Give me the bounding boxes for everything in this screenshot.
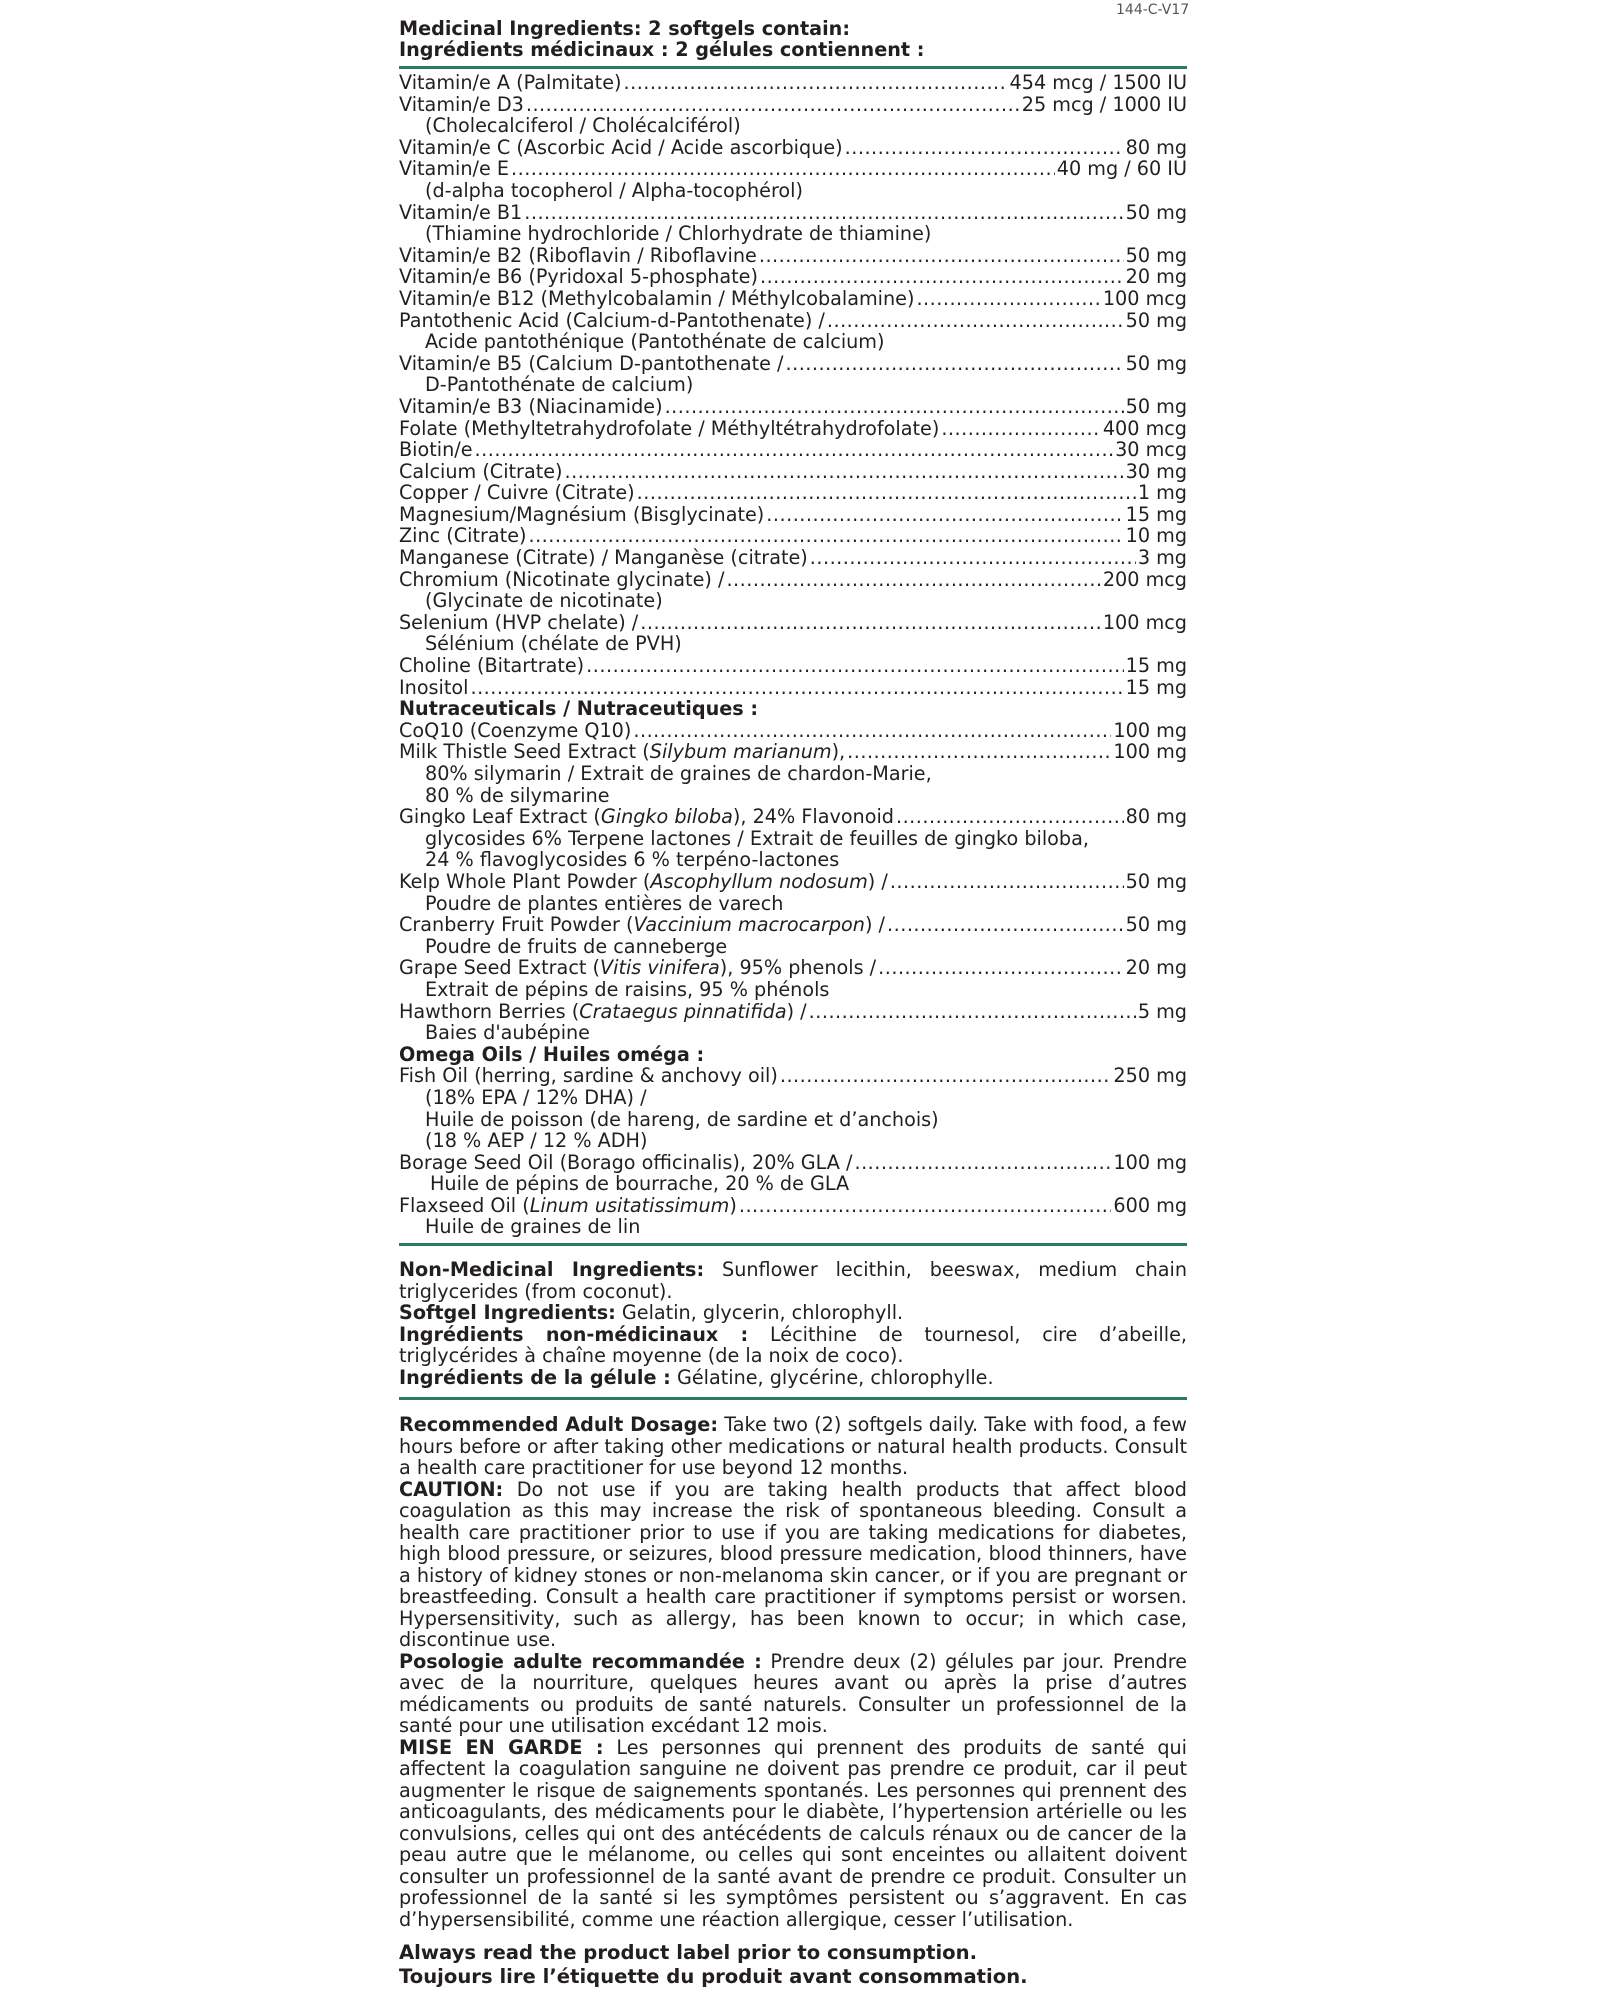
ingredient-detail: 80 % de silymarine <box>425 783 610 807</box>
leader-dots <box>941 418 1101 440</box>
divider <box>399 1243 1187 1246</box>
leader-dots <box>637 482 1136 504</box>
ingredient-name: Choline (Bitartrate) <box>399 654 585 678</box>
ingredient-row <box>399 461 1187 483</box>
ingredient-row: Flaxseed Oil (Linum usitatissimum) ..... 600 mg <box>399 1195 1187 1217</box>
ingredient-row <box>399 720 1187 742</box>
ingredient-amount: 25 mcg / 1000 IU <box>1021 92 1187 116</box>
ingredient-amount: 50 mg <box>1125 243 1187 267</box>
leader-dots <box>766 504 1123 526</box>
leader-dots <box>565 461 1124 483</box>
leader-dots <box>760 266 1124 288</box>
leader-dots <box>759 245 1124 267</box>
ingredient-name: Manganese (Citrate) / Manganèse (citrate) <box>399 546 808 570</box>
non-medicinal-section: Non-Medicinal Ingredients: Sunflower lecithin, beeswax, medium chain triglycerides (from coconut). Softgel Ingredients: Gelatin, glycerin, chlorophyll. Ingrédients non-médicinaux : Lécithine de tournesol, cire d’abeille, triglycérides à chaîne moyenne (de la noix de coco). Ingrédients de la gélule : Gélatine, glycérine, chlorophylle. <box>399 1258 1187 1389</box>
ingredient-amount: 100 mcg <box>1102 286 1187 310</box>
ingredient-amount: 30 mg <box>1125 459 1187 483</box>
leader-dots <box>470 677 1123 699</box>
nutraceuticals-heading: Nutraceuticals / Nutraceutiques : <box>399 697 759 721</box>
ingredient-name: Selenium (HVP chelate) / <box>399 610 639 634</box>
ingredient-amount: 10 mg <box>1125 524 1187 548</box>
ingredient-amount: 15 mg <box>1125 502 1187 526</box>
ingredient-row <box>399 266 1187 288</box>
ingredient-row <box>399 418 1187 440</box>
divider <box>399 66 1187 69</box>
ingredient-name: Vitamin/e E <box>399 157 509 181</box>
ingredient-row <box>399 158 1187 180</box>
leader-dots <box>887 914 1124 936</box>
ingredient-name: Calcium (Citrate) <box>399 459 563 483</box>
leader-dots <box>526 94 1020 116</box>
ingredient-detail: Sélénium (chélate de PVH) <box>425 632 682 656</box>
ingredient-row <box>399 94 1187 116</box>
omega-heading: Omega Oils / Huiles oméga : <box>399 1042 705 1066</box>
ingredient-row <box>399 353 1187 375</box>
ingredient-row <box>399 202 1187 224</box>
ingredient-detail: glycosides 6% Terpene lactones / Extrait de feuilles de gingko biloba, <box>425 826 1089 850</box>
ingredient-amount: 3 mg <box>1137 546 1187 570</box>
ingredient-amount: 20 mg <box>1125 956 1187 980</box>
leader-dots <box>726 569 1100 591</box>
ingredient-detail: Poudre de fruits de canneberge <box>425 934 728 958</box>
ingredient-name: Vitamin/e B6 (Pyridoxal 5-phosphate) <box>399 265 758 289</box>
ingredient-row <box>399 1001 1187 1023</box>
ingredient-row <box>399 957 1187 979</box>
leader-dots <box>524 202 1123 224</box>
leader-dots <box>847 741 1111 763</box>
leader-dots <box>845 137 1124 159</box>
leader-dots <box>810 547 1136 569</box>
ingredient-row <box>399 245 1187 267</box>
leader-dots <box>511 158 1055 180</box>
ingredient-amount: 5 mg <box>1137 999 1187 1023</box>
ingredient-amount: 400 mcg <box>1102 416 1187 440</box>
ingredient-name: Biotin/e <box>399 438 473 462</box>
ingredient-name: Cranberry Fruit Powder (Vaccinium macrocarpon) / <box>399 913 886 937</box>
vitamin-list <box>399 72 1187 698</box>
leader-dots <box>624 72 1008 94</box>
ingredient-name: Vitamin/e B2 (Riboflavin / Riboflavine <box>399 243 757 267</box>
ingredient-amount: 80 mg <box>1125 135 1187 159</box>
ingredient-row <box>399 914 1187 936</box>
ingredient-name: Vitamin/e B3 (Niacinamide) <box>399 394 663 418</box>
ingredient-amount: 50 mg <box>1125 351 1187 375</box>
ingredient-amount: 100 mg <box>1113 718 1187 742</box>
ingredient-amount: 80 mg <box>1125 805 1187 829</box>
ingredient-name: Vitamin/e C (Ascorbic Acid / Acide ascorbique) <box>399 135 843 159</box>
ingredient-amount: 200 mcg <box>1102 567 1187 591</box>
ingredient-row <box>399 612 1187 634</box>
ingredient-row <box>399 677 1187 699</box>
footer-note: Always read the product label prior to consumption. Toujours lire l’étiquette du produit avant consommation. <box>399 1941 1028 1989</box>
leader-dots <box>896 806 1124 828</box>
ingredient-detail: (Cholecalciferol / Cholécalciférol) <box>425 114 741 138</box>
ingredient-detail: Acide pantothénique (Pantothénate de calcium) <box>425 330 885 354</box>
ingredient-amount: 100 mcg <box>1102 610 1187 634</box>
leader-dots <box>827 310 1124 332</box>
ingredient-detail: Baies d'aubépine <box>425 1021 590 1045</box>
ingredient-name: Milk Thistle Seed Extract (Silybum marianum), <box>399 740 846 764</box>
ingredient-name: CoQ10 (Coenzyme Q10) <box>399 718 632 742</box>
ingredient-detail: 24 % flavoglycosides 6 % terpéno-lactones <box>425 848 840 872</box>
ingredient-amount: 15 mg <box>1125 654 1187 678</box>
ingredient-row <box>399 871 1187 893</box>
ingredient-detail: (Thiamine hydrochloride / Chlorhydrate de thiamine) <box>425 222 932 246</box>
ingredient-amount: 50 mg <box>1125 869 1187 893</box>
ingredient-name: Kelp Whole Plant Powder (Ascophyllum nodosum) / <box>399 869 888 893</box>
leader-dots <box>916 288 1100 310</box>
ingredient-name: Gingko Leaf Extract (Gingko biloba), 24% Flavonoid <box>399 805 894 829</box>
ingredient-row <box>399 137 1187 159</box>
ingredient-row <box>399 806 1187 828</box>
ingredient-row <box>399 569 1187 591</box>
ingredient-name: Chromium (Nicotinate glycinate) / <box>399 567 725 591</box>
omega-list: Fish Oil (herring, sardine & anchovy oil) ..... 250 mg (18% EPA / 12% DHA) / Huile de poisson (de hareng, de sardine et d’anchois) (18 % AEP / 12 % ADH) Borage Seed Oil (Borago officinalis), 20% GLA / ..... 100 mg Huile de pépins de bourrache, 20 % de GLA Flaxseed Oil (Linum usitatissimum) ..... 600 mg Huile de graines de lin <box>399 1065 1187 1238</box>
leader-dots <box>665 396 1124 418</box>
ingredient-detail: (d-alpha tocopherol / Alpha-tocophérol) <box>425 178 803 202</box>
ingredient-name: Pantothenic Acid (Calcium-d-Pantothenate) / <box>399 308 825 332</box>
ingredient-name: Copper / Cuivre (Citrate) <box>399 481 635 505</box>
leader-dots <box>890 871 1124 893</box>
ingredient-amount: 100 mg <box>1113 740 1187 764</box>
ingredient-row: Fish Oil (herring, sardine & anchovy oil) ..... 250 mg <box>399 1065 1187 1087</box>
leader-dots <box>633 720 1111 742</box>
ingredient-name: Vitamin/e D3 <box>399 92 524 116</box>
ingredient-name: Inositol <box>399 675 469 699</box>
ingredient-row <box>399 655 1187 677</box>
ingredient-detail: Poudre de plantes entières de varech <box>425 891 784 915</box>
ingredient-row <box>399 439 1187 461</box>
nutraceutical-list <box>399 720 1187 1044</box>
ingredient-amount: 15 mg <box>1125 675 1187 699</box>
leader-dots <box>809 1001 1136 1023</box>
ingredient-amount: 454 mcg / 1500 IU <box>1009 71 1187 94</box>
ingredient-row: Borage Seed Oil (Borago officinalis), 20% GLA / ..... 100 mg <box>399 1152 1187 1174</box>
ingredient-row <box>399 396 1187 418</box>
leader-dots <box>786 353 1124 375</box>
label-panel <box>399 18 1187 1989</box>
ingredient-detail: D-Pantothénate de calcium) <box>425 373 694 397</box>
leader-dots <box>878 957 1123 979</box>
ingredient-name: Vitamin/e B5 (Calcium D-pantothenate / <box>399 351 784 375</box>
ingredient-name: Zinc (Citrate) <box>399 524 527 548</box>
ingredient-amount: 50 mg <box>1125 913 1187 937</box>
leader-dots <box>528 525 1123 547</box>
ingredient-name: Vitamin/e A (Palmitate) <box>399 71 622 94</box>
ingredient-row <box>399 504 1187 526</box>
ingredient-row <box>399 525 1187 547</box>
ingredient-name: Vitamin/e B12 (Methylcobalamin / Méthylcobalamine) <box>399 286 915 310</box>
leader-dots <box>640 612 1101 634</box>
ingredient-amount: 50 mg <box>1125 200 1187 224</box>
ingredient-amount: 20 mg <box>1125 265 1187 289</box>
ingredient-row <box>399 741 1187 763</box>
divider <box>399 1397 1187 1400</box>
dosage-section: Recommended Adult Dosage: Take two (2) softgels daily. Take with food, a few hours before or after taking other medications or natural health products. Consult a health care practitioner for use beyond 12 months. CAUTION: Do not use if you are taking health products that affect blood coagulation as this may increase the risk of spontaneous bleeding. Consult a health care practitioner prior to use if you are taking medications for diabetes, high blood pressure, or seizures, blood pressure medication, blood thinners, have a history of kidney stones or non-melanoma skin cancer, or if you are pregnant or breastfeeding. Consult a health care practitioner if symptoms persist or worsen. Hypersensitivity, such as allergy, has been known to occur; in which case, discontinue use. Posologie adulte recommandée : Prendre deux (2) gélules par jour. Prendre avec de la nourriture, quelques heures avant ou après la prise d’autres médicaments ou produits de santé naturels. Consulter un professionnel de la santé pour une utilisation excédant 12 mois. MISE EN GARDE : Les personnes qui prennent des produits de santé qui affectent la coagulation sanguine ne doivent pas prendre ce produit, car il peut augmenter le risque de saignements spontanés. Les personnes qui prennent des anticoagulants, des médicaments pour le diabète, l’hypertension artérielle ou les convulsions, celles qui ont des antécédents de calculs rénaux ou de cancer de la peau autre que le mélanome, ou celles qui sont enceintes ou allaitent doivent consulter un professionnel de la santé avant de prendre ce produit. Consulter un professionnel de la santé si les symptômes persistent ou s’aggravent. En cas d’hypersensibilité, comme une réaction allergique, cesser l’utilisation. <box>399 1413 1187 1931</box>
ingredient-amount: 30 mcg <box>1115 438 1187 462</box>
ingredient-row <box>399 547 1187 569</box>
ingredient-amount: 40 mg / 60 IU <box>1056 157 1187 181</box>
ingredient-name: Grape Seed Extract (Vitis vinifera), 95% phenols / <box>399 956 877 980</box>
ingredient-row <box>399 482 1187 504</box>
product-code: 144-C-V17 <box>1116 2 1190 18</box>
ingredient-detail: 80% silymarin / Extrait de graines de chardon-Marie, <box>425 762 932 785</box>
ingredient-amount: 50 mg <box>1125 394 1187 418</box>
ingredient-amount: 50 mg <box>1125 308 1187 332</box>
ingredient-name: Vitamin/e B1 <box>399 200 523 224</box>
ingredient-row <box>399 288 1187 310</box>
ingredient-detail: Extrait de pépins de raisins, 95 % phénols <box>425 977 830 1001</box>
ingredient-detail: (Glycinate de nicotinate) <box>425 589 663 613</box>
leader-dots <box>475 439 1114 461</box>
ingredient-name: Magnesium/Magnésium (Bisglycinate) <box>399 502 765 526</box>
ingredient-name: Hawthorn Berries (Crataegus pinnatifida) / <box>399 999 807 1023</box>
ingredient-amount: 1 mg <box>1137 481 1187 505</box>
medicinal-header: Medicinal Ingredients: 2 softgels contain: Ingrédients médicinaux : 2 gélules contiennent : <box>399 17 925 61</box>
ingredient-name: Folate (Methyltetrahydrofolate / Méthyltétrahydrofolate) <box>399 416 940 440</box>
ingredient-row <box>399 72 1187 94</box>
ingredient-row <box>399 310 1187 332</box>
leader-dots <box>586 655 1123 677</box>
